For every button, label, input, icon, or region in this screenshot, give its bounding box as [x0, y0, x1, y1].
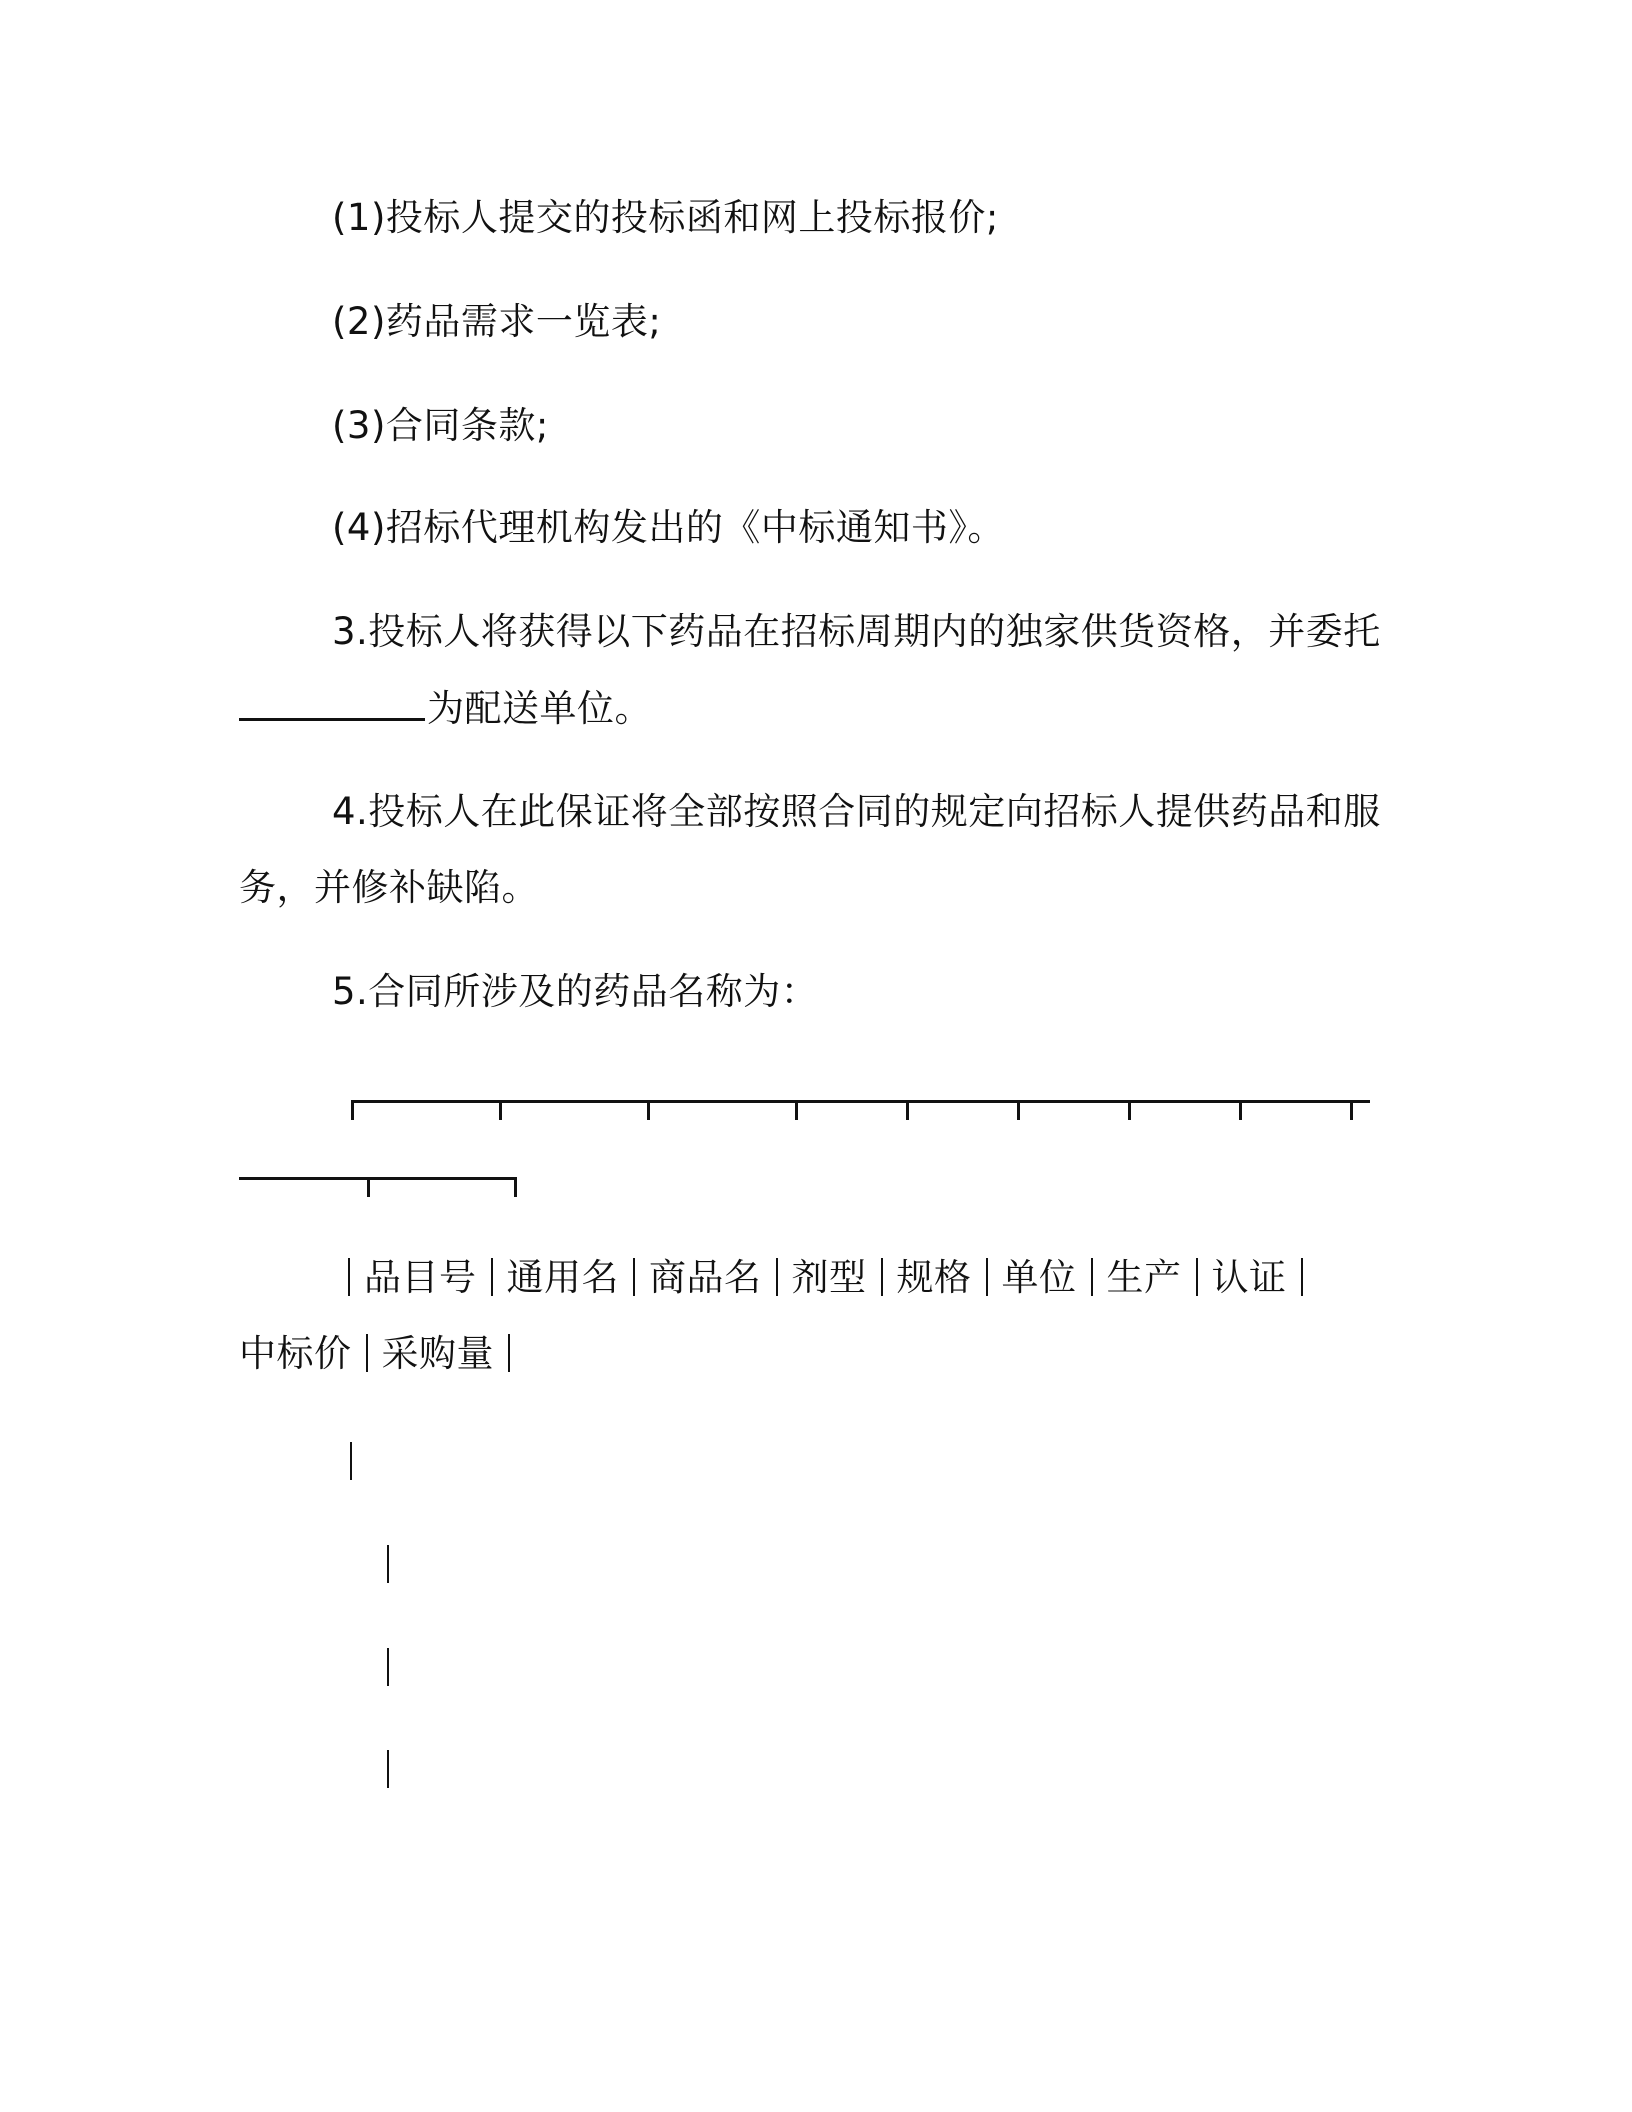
table-tick [514, 1177, 517, 1197]
table-top-border-wrap [239, 1177, 515, 1180]
table-tick [795, 1100, 798, 1120]
header-trade-name: 商品名 [649, 1256, 762, 1299]
header-unit: 单位 [1001, 1256, 1077, 1299]
blank-underline [239, 684, 425, 721]
header-certification: 认证 [1211, 1256, 1287, 1299]
table-top-border [352, 1100, 1370, 1103]
clause-4-line-2: 务，并修补缺陷。 [239, 866, 539, 909]
table-tick [499, 1100, 502, 1120]
cell-separator [366, 1334, 368, 1372]
table-row-edge [387, 1750, 389, 1788]
cell-separator [776, 1258, 778, 1296]
table-header-row [348, 1254, 1303, 1302]
table-tick [906, 1100, 909, 1120]
header-dosage-form: 剂型 [791, 1256, 867, 1299]
clause-3-line-2 [239, 684, 652, 733]
item-3: (3)合同条款; [332, 404, 549, 447]
cell-separator [881, 1258, 883, 1296]
table-tick [1128, 1100, 1131, 1120]
cell-separator [508, 1334, 510, 1372]
table-tick [647, 1100, 650, 1120]
clause-3-line-2-text: 为配送单位。 [427, 687, 652, 730]
table-tick [1350, 1100, 1353, 1120]
table-header-row-wrap [239, 1330, 524, 1378]
item-1: (1)投标人提交的投标函和网上投标报价; [332, 196, 999, 239]
table-tick [1017, 1100, 1020, 1120]
item-2: (2)药品需求一览表; [332, 300, 662, 343]
clause-4-line-1: 4.投标人在此保证将全部按照合同的规定向招标人提供药品和服 [332, 790, 1381, 833]
header-generic-name: 通用名 [506, 1256, 619, 1299]
table-row-edge [350, 1442, 352, 1480]
clause-3-line-1: 3.投标人将获得以下药品在招标周期内的独家供货资格，并委托 [332, 610, 1381, 653]
cell-separator [633, 1258, 635, 1296]
table-row-edge [387, 1545, 389, 1583]
header-bid-price: 中标价 [239, 1332, 352, 1375]
header-manufacturer: 生产 [1106, 1256, 1182, 1299]
cell-separator [1196, 1258, 1198, 1296]
table-tick [351, 1100, 354, 1120]
clause-5-line-1: 5.合同所涉及的药品名称为： [332, 970, 819, 1013]
header-purchase-qty: 采购量 [381, 1332, 494, 1375]
cell-separator [986, 1258, 988, 1296]
header-item-no: 品目号 [364, 1256, 477, 1299]
cell-separator [491, 1258, 493, 1296]
cell-separator [1091, 1258, 1093, 1296]
cell-separator [1301, 1258, 1303, 1296]
table-tick [367, 1177, 370, 1197]
table-tick [1239, 1100, 1242, 1120]
table-row-edge [387, 1648, 389, 1686]
item-4: (4)招标代理机构发出的《中标通知书》。 [332, 506, 1005, 549]
header-spec: 规格 [896, 1256, 972, 1299]
cell-separator [348, 1258, 350, 1296]
